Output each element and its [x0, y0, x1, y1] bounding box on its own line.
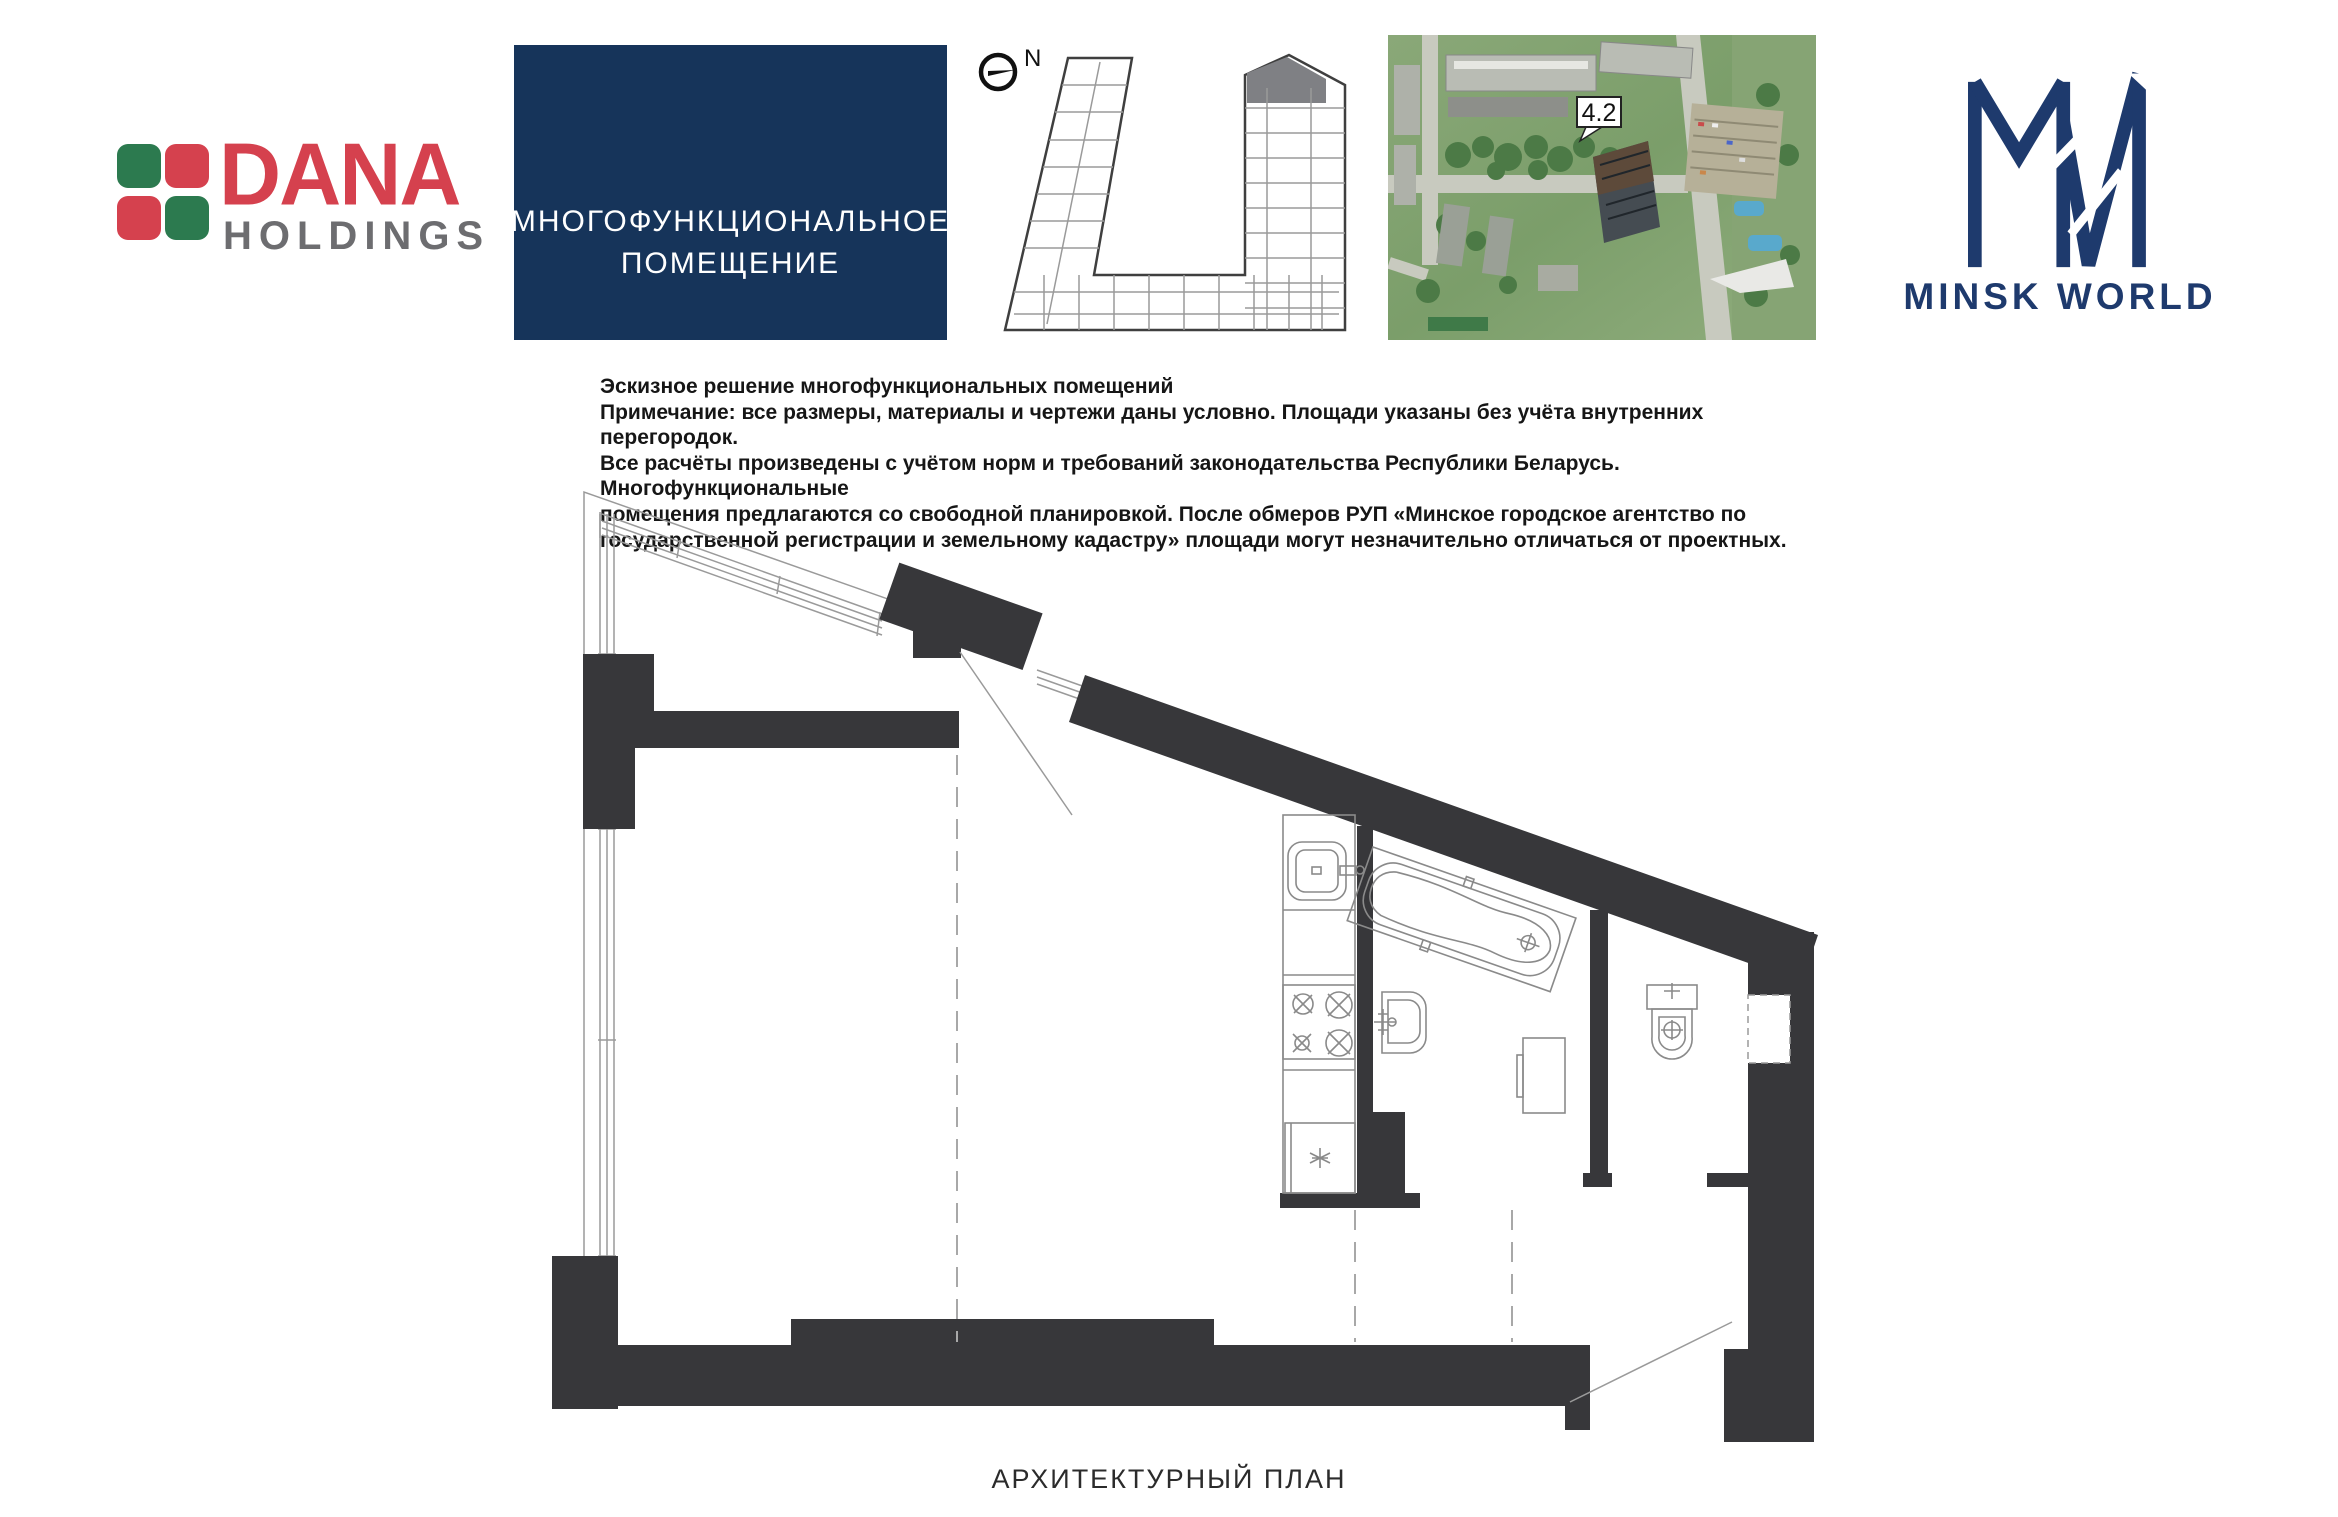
dana-squares-icon — [117, 144, 213, 240]
kitchen-sink — [1288, 842, 1364, 900]
floor-plan — [540, 470, 1840, 1490]
minsk-world-wordmark: MINSK WORLD — [1903, 276, 2217, 317]
left-windows — [598, 514, 616, 1256]
parking-lot — [1684, 103, 1783, 199]
washbasin — [1374, 992, 1426, 1053]
highlighted-unit — [1247, 57, 1326, 103]
plan-caption: АРХИТЕКТУРНЫЙ ПЛАН — [991, 1464, 1347, 1494]
building-key-plan — [984, 48, 1359, 343]
stove — [1283, 985, 1355, 1059]
cabinet — [1517, 1038, 1565, 1113]
note-line: Все расчёты произведены с учётом норм и требований законодательства Республики Беларусь. Многофункциональные — [600, 451, 1620, 501]
minsk-world-logo — [1870, 58, 2250, 318]
kitchen-counter — [1283, 815, 1355, 1193]
note-line: государственной регистрации и земельному кадастру» площади могут незначительно отличаться от проектных. — [600, 528, 1787, 552]
aerial-site-view — [1388, 35, 1816, 340]
note-line: Примечание: все размеры, материалы и чертежи даны условно. Площади указаны без учёта внутренних перегородок. — [600, 400, 1704, 450]
dana-wordmark: DANA — [219, 126, 460, 224]
note-line: помещения предлагаются со свободной планировкой. После обмеров РУП «Минское городское агентство по — [600, 502, 1747, 526]
building-label-text: 4.2 — [1581, 99, 1617, 127]
fridge — [1285, 1123, 1355, 1193]
door-swing-line — [1570, 1322, 1732, 1402]
title-line-1: МНОГОФУНКЦИОНАЛЬНОЕ — [510, 205, 951, 238]
title-line-2: ПОМЕЩЕНИЕ — [620, 247, 841, 280]
building-4-2 — [1593, 141, 1660, 243]
holdings-wordmark: HOLDINGS — [223, 214, 491, 258]
unit-type-title-box — [510, 45, 951, 340]
shaft — [1748, 995, 1790, 1063]
mw-monogram-icon — [1958, 58, 2158, 270]
toilet — [1647, 983, 1697, 1059]
dana-holdings-logo — [117, 126, 517, 270]
north-label: N — [1024, 45, 1042, 72]
note-line: Эскизное решение многофункциональных помещений — [600, 375, 1174, 398]
walls — [552, 563, 1818, 1442]
